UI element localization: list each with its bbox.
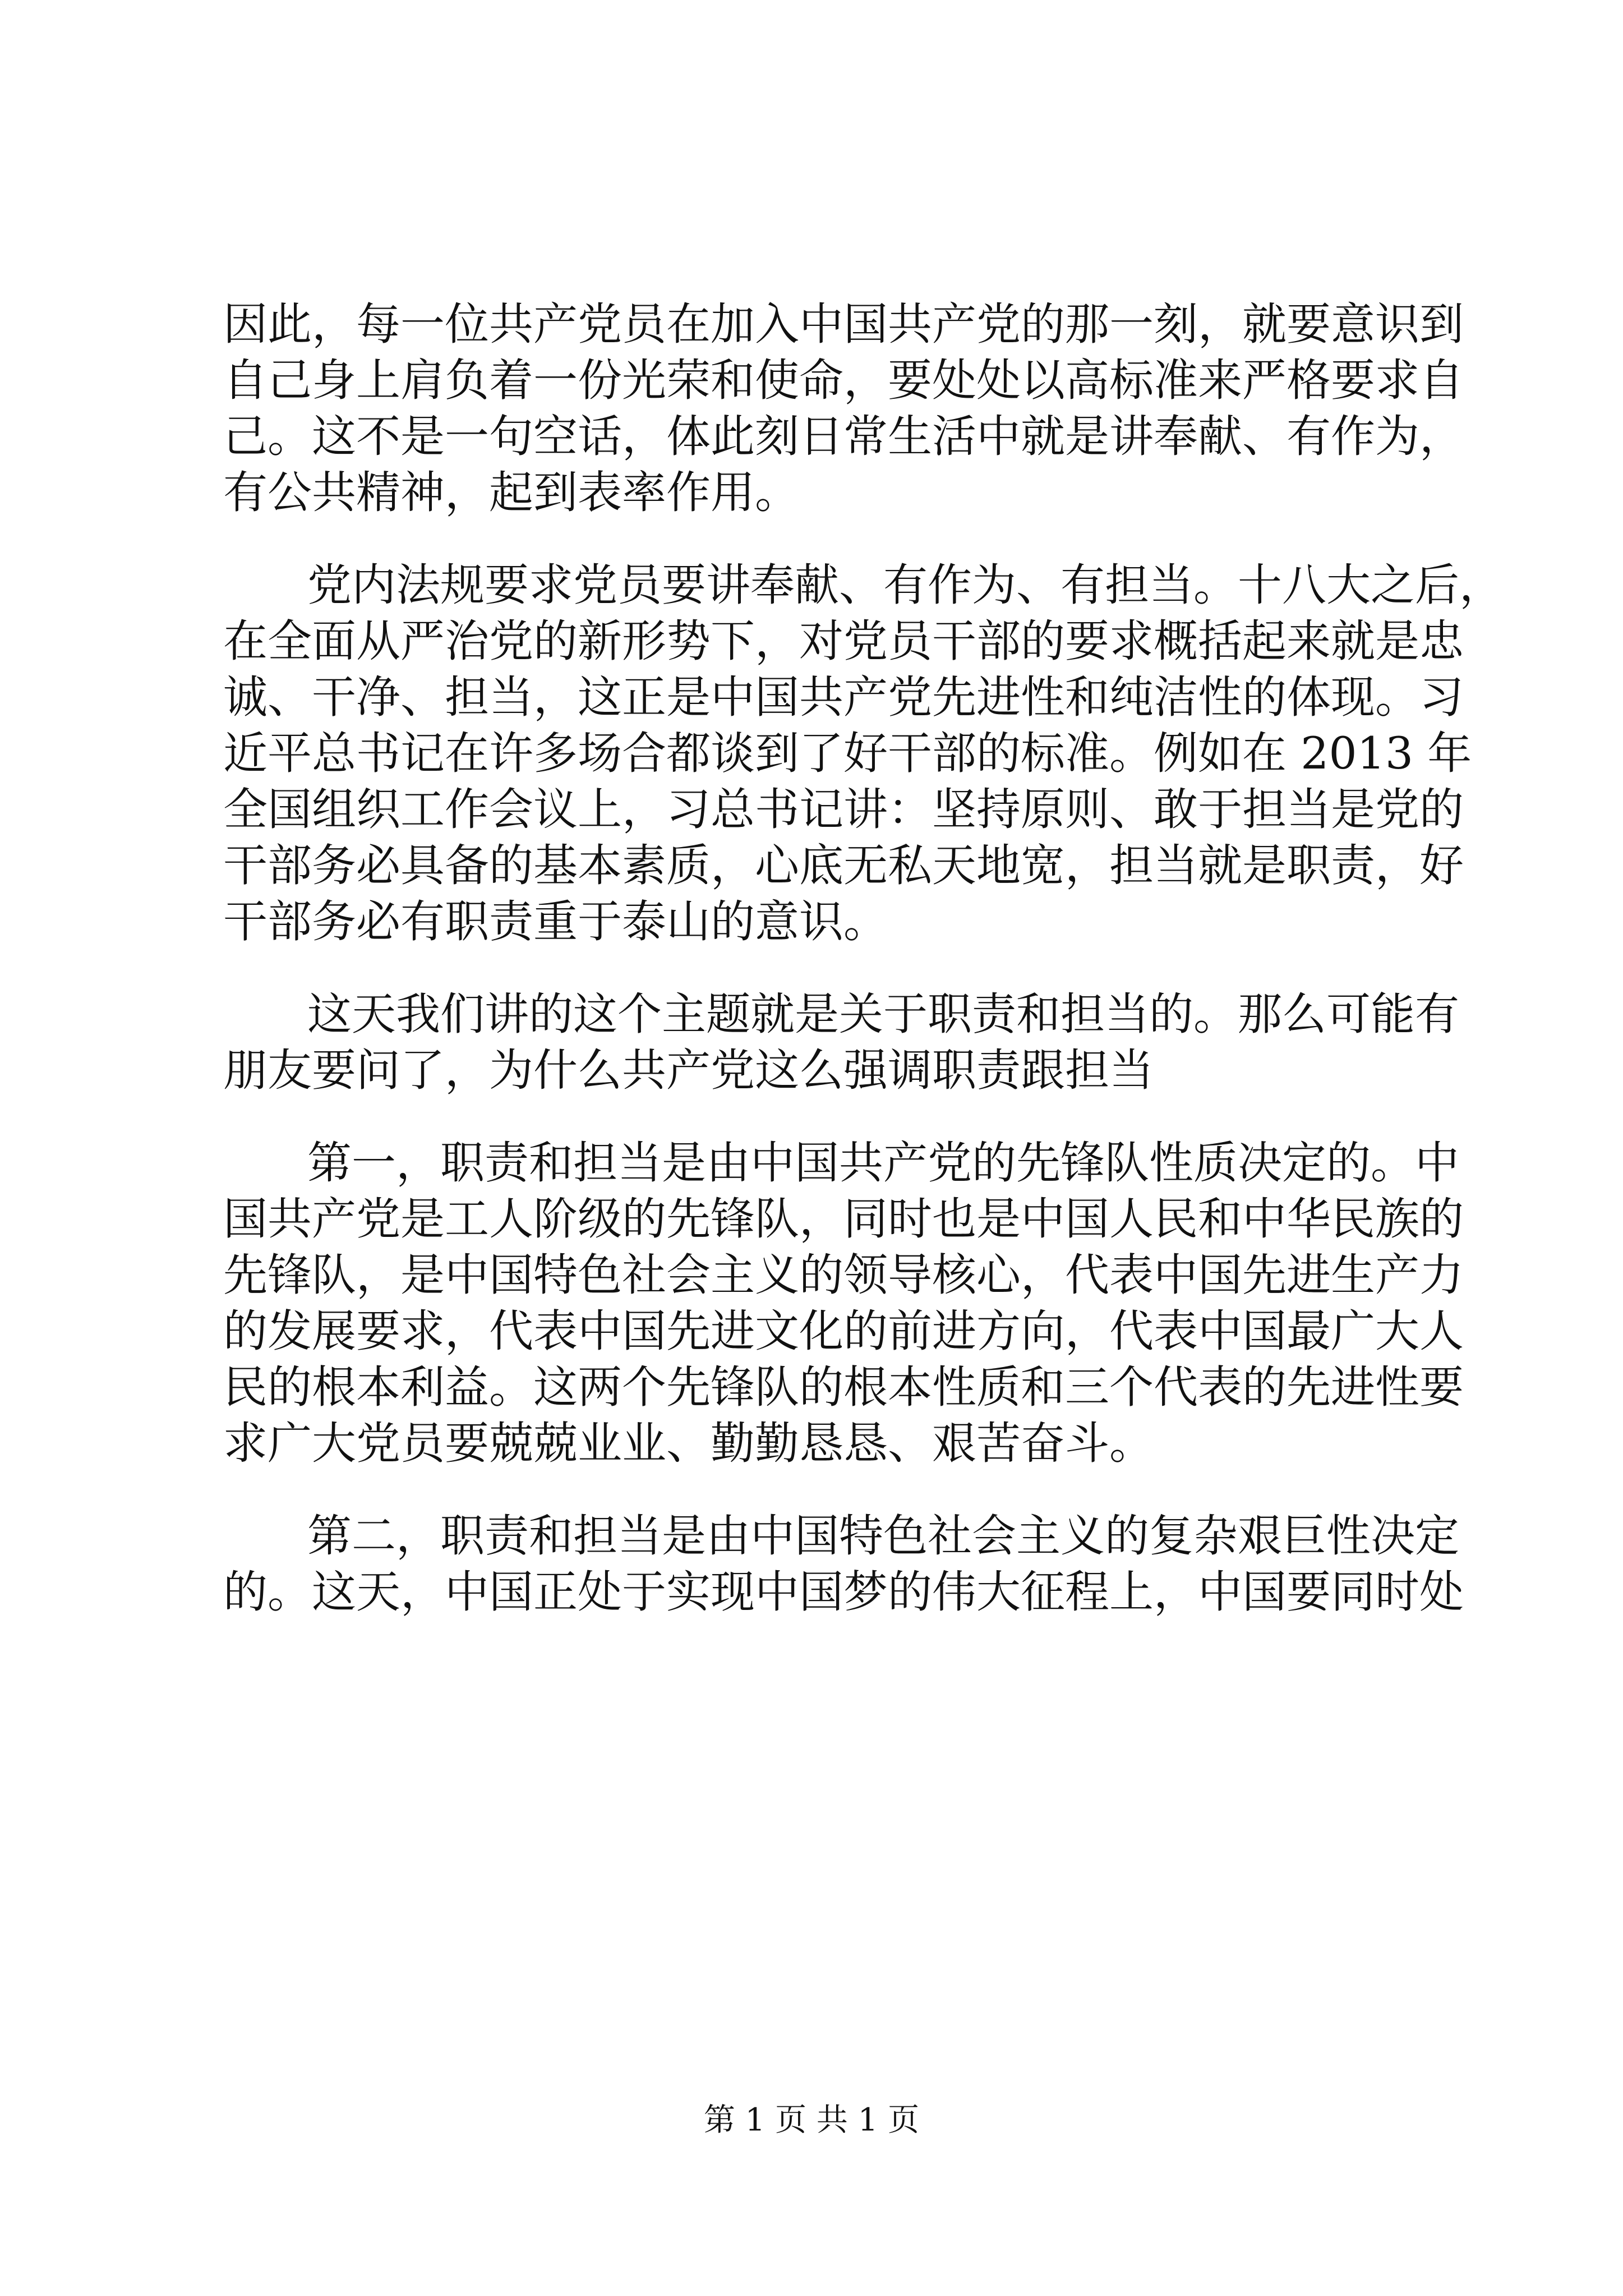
text-line: 自己身上肩负着一份光荣和使命，要处处以高标准来严格要求自 bbox=[223, 355, 1464, 406]
text-line: 的发展要求，代表中国先进文化的前进方向，代表中国最广大人 bbox=[223, 1305, 1464, 1357]
text-line: 第一，职责和担当是由中国共产党的先锋队性质决定的。中 bbox=[307, 1137, 1459, 1189]
text-line: 的。这天，中国正处于实现中国梦的伟大征程上，中国要同时处 bbox=[223, 1566, 1464, 1618]
text-line: 国共产党是工人阶级的先锋队，同时也是中国人民和中华民族的 bbox=[223, 1193, 1464, 1245]
text-line: 在全面从严治党的新形势下，对党员干部的要求概括起来就是忠 bbox=[223, 615, 1464, 667]
text-line: 干部务必具备的基本素质，心底无私天地宽，担当就是职责，好 bbox=[223, 840, 1464, 891]
paragraph-5 bbox=[223, 1508, 1464, 1620]
text-line: 干部务必有职责重于泰山的意识。 bbox=[223, 896, 888, 947]
text-line: 朋友要问了，为什么共产党这么强调职责跟担当 bbox=[223, 1045, 1154, 1096]
text-line: 己。这不是一句空话，体此刻日常生活中就是讲奉献、有作为， bbox=[223, 411, 1464, 462]
paragraph-2 bbox=[223, 557, 1504, 950]
text-line: 这天我们讲的这个主题就是关于职责和担当的。那么可能有 bbox=[307, 988, 1459, 1040]
text-line: 党内法规要求党员要讲奉献、有作为、有担当。十八大之后， bbox=[307, 559, 1504, 611]
page-footer: 第 1 页 共 1 页 bbox=[703, 2102, 920, 2138]
text-line: 第二，职责和担当是由中国特色社会主义的复杂艰巨性决定 bbox=[307, 1510, 1459, 1562]
text-line: 全国组织工作会议上，习总书记讲：坚持原则、敢于担当是党的 bbox=[223, 784, 1464, 835]
paragraph-4 bbox=[223, 1135, 1464, 1471]
text-line: 先锋队，是中国特色社会主义的领导核心，代表中国先进生产力 bbox=[223, 1249, 1464, 1301]
document-body bbox=[223, 296, 1504, 1657]
text-line: 近平总书记在许多场合都谈到了好干部的标准。例如在 2013 年 bbox=[223, 728, 1472, 779]
paragraph-1 bbox=[223, 296, 1464, 521]
text-line: 求广大党员要兢兢业业、勤勤恳恳、艰苦奋斗。 bbox=[223, 1418, 1154, 1469]
text-line: 诚、干净、担当，这正是中国共产党先进性和纯洁性的体现。习 bbox=[223, 671, 1464, 723]
text-line: 因此，每一位共产党员在加入中国共产党的那一刻，就要意识到 bbox=[223, 298, 1464, 350]
text-line: 民的根本利益。这两个先锋队的根本性质和三个代表的先进性要 bbox=[223, 1361, 1464, 1413]
text-line: 有公共精神，起到表率作用。 bbox=[223, 467, 799, 518]
paragraph-3 bbox=[223, 986, 1459, 1098]
